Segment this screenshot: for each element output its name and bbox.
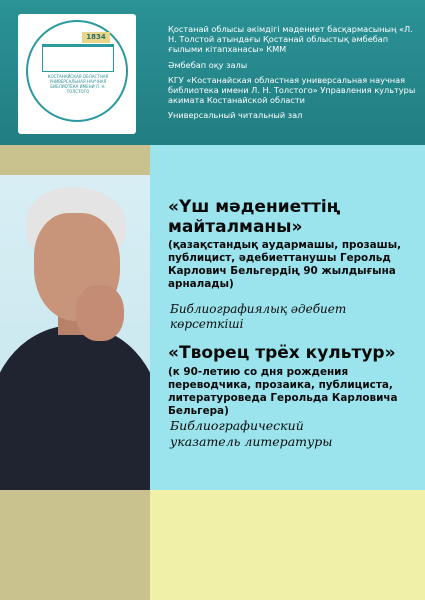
header-kz-org: Қостанай облысы әкімдігі мәдениет басқармасының «Л. Н. Толстой атындағы Қостанай облыстық әмбебап ғылыми кітапханасы» КММ [168,24,413,54]
kz-title: «Үш мәдениеттің майталманы» [168,197,341,237]
kz-doc-type: Библиографиялық әдебиет көрсеткіші [170,302,347,331]
ru-subtitle: (к 90-летию со дня рождения переводчика, прозаика, публициста, литературоведа Герольда Карловича Бельгера) [168,366,398,417]
kz-subtitle: (қазақстандық аудармашы, прозашы, публицист, әдебиеттанушы Герольд Карлович Бельгердің 90 жылдығына арналады) [168,239,402,290]
header-ru-hall: Универсальный читальный зал [168,110,303,120]
logo-text: КОСТАНАЙСКАЯ ОБЛАСТНАЯ УНИВЕРСАЛЬНАЯ НАУЧНАЯ БИБЛИОТЕКА ИМЕНИ Л. Н. ТОЛСТОГО [47,74,109,94]
olive-band-bottom [0,490,150,600]
olive-band-top [0,145,150,175]
author-portrait [0,175,150,490]
logo-year: 1834 [82,32,110,43]
header-kz-hall: Әмбебап оқу залы [168,60,248,70]
library-logo [18,14,136,134]
header-ru-org: КГУ «Костанайская областная универсальная научная библиотека имени Л. Н. Толстого» Управления культуры акимата Костанайской области [168,75,416,105]
ru-doc-type: Библиографический указатель литературы [170,418,333,449]
portrait-hand [76,285,124,341]
logo-building-icon [42,44,114,72]
portrait-body [0,325,150,490]
ru-title: «Творец трёх культур» [168,343,396,363]
yellow-band-bottom [150,490,425,600]
